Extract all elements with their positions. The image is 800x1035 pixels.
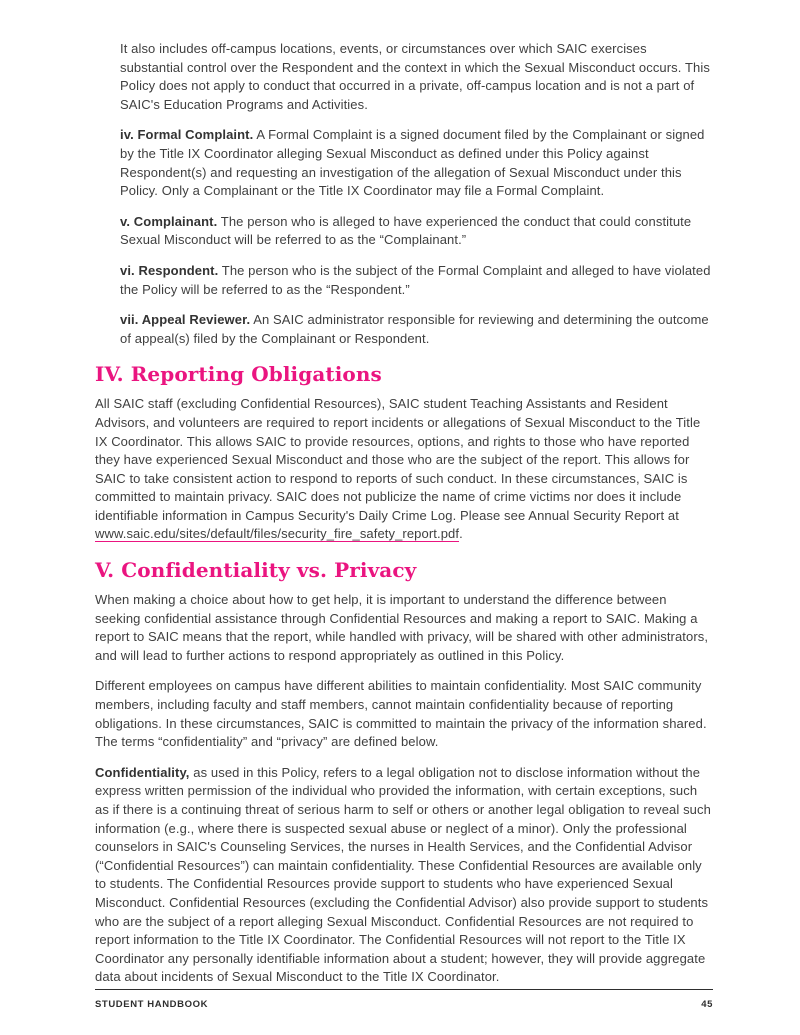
- reporting-obligations-text-end: .: [459, 526, 463, 542]
- confidentiality-definition-text: as used in this Policy, refers to a legal obligation not to disclose information without the express written permission of the individual who provided the information, with certain exceptions, such as if there is a continuing threat of serious harm to self or others or another legal obligation to reveal such information (e.g., where there is suspected sexual abuse or neglect of a minor). Only the professional counselors in SAIC's Counseling Services, the nurses in Health Services, and the Confidential Advisor (“Confidential Resources”) can maintain confidentiality. These Confidential Resources are available only to students. The Confidential Resources provide support to students who have experienced Sexual Misconduct. Confidential Resources (excluding the Confidential Advisor) also provide support to students who are the subject of a report alleging Sexual Misconduct. Confidential Resources are not required to report information to the Title IX Coordinator. The Confidential Resources will not report to the Title IX Coordinator any personally identifiable information about a student; however, they will provide aggregate data about incidents of Sexual Misconduct to the Title IX Coordinator.: [95, 764, 711, 985]
- confidentiality-paragraph-2: Different employees on campus have different abilities to maintain confidentiality. Most SAIC community members, including faculty and staff members, cannot maintain confidentiality because of reporting obligations. In these circumstances, SAIC is committed to maintain the privacy of the information shared. The terms “confidentiality” and “privacy” are defined below.: [95, 678, 707, 750]
- definition-text: An SAIC administrator responsible for reviewing and determining the outcome of appeal(s) filed by the Complainant or Respondent.: [120, 312, 709, 346]
- footer-title: STUDENT HANDBOOK: [95, 999, 209, 1010]
- definition-term-formal-complaint: iv. Formal Complaint.: [120, 127, 254, 143]
- section-heading-confidentiality-vs-privacy: V. Confidentiality vs. Privacy: [95, 558, 417, 583]
- security-report-link[interactable]: www.saic.edu/sites/default/files/security_fire_safety_report.pdf: [95, 526, 460, 542]
- page-footer: [95, 989, 713, 1010]
- confidentiality-paragraph-1: When making a choice about how to get help, it is important to understand the difference between seeking confidential assistance through Confidential Resources and making a report to SAIC. Making a report to SAIC means that the report, while handled with privacy, will be shared with other administrators, and will lead to further actions to respond appropriately as outlined in this Policy.: [95, 592, 709, 663]
- definition-term-complainant: v. Complainant.: [120, 213, 218, 229]
- reporting-obligations-text: All SAIC staff (excluding Confidential Resources), SAIC student Teaching Assistants and Resident Advisors, and volunteers are required to report incidents or allegations of Sexual Misconduct to the Title IX Coordinator. This allows SAIC to provide resources, options, and rights to those who have reported they have experienced Sexual Misconduct and those who are the subject of the report. This allows for SAIC to take consistent action to respond to reports of such conduct. In these circumstances, SAIC is committed to maintain privacy. SAIC does not publicize the name of crime victims nor does it include identifiable information in Campus Security's Daily Crime Log. Please see Annual Security Report at: [95, 396, 701, 523]
- definition-formal-complaint: [120, 126, 713, 200]
- definition-respondent: [120, 262, 713, 299]
- reporting-obligations-paragraph: [95, 395, 713, 544]
- definition-text: The person who is the subject of the Formal Complaint and alleged to have violated the Policy will be referred to as the “Respondent.”: [120, 262, 711, 297]
- definition-appeal-reviewer: [120, 311, 713, 348]
- footer-page-number: 45: [701, 999, 713, 1010]
- definition-text: The person who is alleged to have experienced the conduct that could constitute Sexual Misconduct will be referred to as the “Complainant.”: [120, 213, 692, 248]
- section-heading-reporting-obligations: IV. Reporting Obligations: [95, 362, 382, 387]
- definition-term-respondent: vi. Respondent.: [120, 262, 219, 278]
- definition-complainant: [120, 213, 713, 250]
- confidentiality-term: Confidentiality,: [95, 764, 190, 780]
- confidentiality-paragraph-3: [95, 764, 713, 987]
- definition-term-appeal-reviewer: vii. Appeal Reviewer.: [120, 312, 251, 328]
- definition-text: A Formal Complaint is a signed document filed by the Complainant or signed by the Title IX Coordinator alleging Sexual Misconduct as defined under this Policy against Respondent(s) and requesting an investigation of the allegation of Sexual Misconduct under this Policy. Only a Complainant or the Title IX Coordinator may file a Formal Complaint.: [120, 127, 705, 199]
- page-content: [95, 40, 713, 999]
- intro-paragraph: It also includes off-campus locations, events, or circumstances over which SAIC exercises substantial control over the Respondent and the context in which the Sexual Misconduct occurs. This Policy does not apply to conduct that occurred in a private, off-campus location and is not a part of SAIC's Education Programs and Activities.: [120, 41, 710, 112]
